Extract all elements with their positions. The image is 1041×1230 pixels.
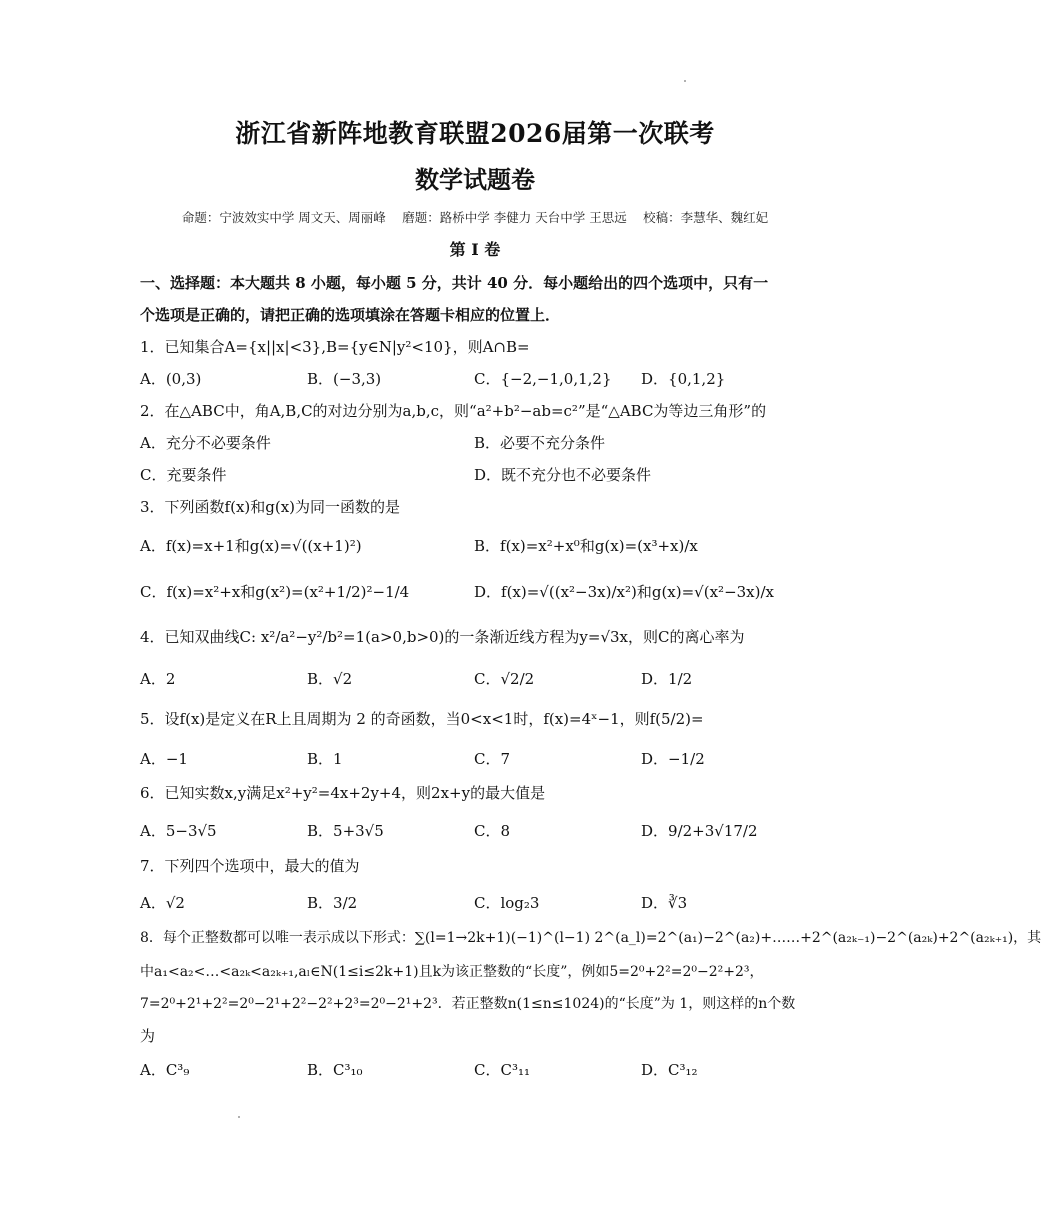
question-3-option-b: B．f(x)=x²+x⁰和g(x)=(x³+x)/x	[474, 537, 698, 555]
question-5-stem: 5．设f(x)是定义在R上且周期为 2 的奇函数，当0<x<1时，f(x)=4ˣ−1，则f(5/2)=	[140, 710, 704, 728]
question-6-option-d: D．9/2+3√17/2	[641, 822, 758, 840]
question-1-option-b: B．(−3,3)	[307, 370, 382, 388]
question-2-option-b: B．必要不充分条件	[474, 434, 606, 452]
question-7-option-a: A．√2	[140, 894, 185, 912]
section-instructions-2: 个选项是正确的，请把正确的选项填涂在答题卡相应的位置上．	[140, 306, 561, 324]
question-4-option-a: A．2	[140, 670, 176, 688]
question-1-option-d: D．{0,1,2}	[641, 370, 726, 388]
question-3-stem: 3．下列函数f(x)和g(x)为同一函数的是	[140, 498, 401, 516]
question-8-option-a: A．C³₉	[140, 1061, 190, 1079]
question-8-option-d: D．C³₁₂	[641, 1061, 698, 1079]
scan-speck	[238, 1116, 240, 1118]
question-7-option-d: D．∛3	[641, 894, 688, 912]
question-6-option-a: A．5−3√5	[140, 822, 217, 840]
question-4-option-b: B．√2	[307, 670, 353, 688]
question-5-option-a: A．−1	[140, 750, 188, 768]
question-1-stem: 1．已知集合A={x||x|<3},B={y∈N|y²<10}，则A∩B=	[140, 338, 530, 356]
question-8-stem-line-2: 中a₁<a₂<…<a₂ₖ<a₂ₖ₊₁,aₗ∈N(1≤i≤2k+1)且k为该正整数的“长度”，例如5=2⁰+2²=2⁰−2²+2³，	[140, 964, 764, 980]
question-4-stem: 4．已知双曲线C: x²/a²−y²/b²=1(a>0,b>0)的一条渐近线方程为y=√3x，则C的离心率为	[140, 628, 745, 646]
question-8-stem-line-4: 为	[140, 1027, 156, 1045]
question-1-option-a: A．(0,3)	[140, 370, 202, 388]
question-8-stem-line-3: 7=2⁰+2¹+2²=2⁰−2¹+2²−2²+2³=2⁰−2¹+2³．若正整数n(1≤n≤1024)的“长度”为 1，则这样的n个数	[140, 996, 796, 1012]
question-7-option-c: C．log₂3	[474, 894, 540, 912]
question-3-option-d: D．f(x)=√((x²−3x)/x²)和g(x)=√(x²−3x)/x	[474, 583, 775, 601]
question-3-option-a: A．f(x)=x+1和g(x)=√((x+1)²)	[140, 537, 362, 555]
section-instructions-1: 一、选择题：本大题共 8 小题，每小题 5 分，共计 40 分．每小题给出的四个选项中，只有一	[140, 274, 769, 292]
question-6-option-b: B．5+3√5	[307, 822, 384, 840]
question-4-option-c: C．√2/2	[474, 670, 535, 688]
volume-heading: 第 I 卷	[449, 240, 501, 259]
question-2-option-d: D．既不充分也不必要条件	[474, 466, 652, 484]
question-6-option-c: C．8	[474, 822, 511, 840]
scan-speck	[684, 80, 686, 82]
question-4-option-d: D．1/2	[641, 670, 693, 688]
exam-title: 浙江省新阵地教育联盟2026届第一次联考	[235, 119, 715, 148]
question-8-stem-line-1: 8．每个正整数都可以唯一表示成以下形式：∑(l=1→2k+1)(−1)^(l−1) 2^(a_l)=2^(a₁)−2^(a₂)+……+2^(a₂ₖ₋₁)−2^(a₂ₖ)+2^(a₂ₖ₊₁)，其	[140, 930, 1041, 946]
question-3-option-c: C．f(x)=x²+x和g(x²)=(x²+1/2)²−1/4	[140, 583, 410, 601]
question-5-option-d: D．−1/2	[641, 750, 705, 768]
question-2-option-c: C．充要条件	[140, 466, 227, 484]
question-5-option-b: B．1	[307, 750, 343, 768]
exam-subtitle: 数学试题卷	[415, 165, 535, 194]
question-7-stem: 7．下列四个选项中，最大的值为	[140, 857, 360, 875]
question-5-option-c: C．7	[474, 750, 511, 768]
question-1-option-c: C．{−2,−1,0,1,2}	[474, 370, 612, 388]
question-8-option-b: B．C³₁₀	[307, 1061, 363, 1079]
question-2-stem: 2．在△ABC中，角A,B,C的对边分别为a,b,c，则“a²+b²−ab=c²”是“△ABC为等边三角形”的	[140, 402, 767, 420]
question-7-option-b: B．3/2	[307, 894, 358, 912]
question-6-stem: 6．已知实数x,y满足x²+y²=4x+2y+4，则2x+y的最大值是	[140, 784, 546, 802]
question-8-option-c: C．C³₁₁	[474, 1061, 530, 1079]
credits-line: 命题：宁波效实中学 周文天、周丽峰 磨题：路桥中学 李健力 天台中学 王思远 校稿：李慧华、魏红妃	[181, 210, 769, 225]
question-2-option-a: A．充分不必要条件	[140, 434, 271, 452]
